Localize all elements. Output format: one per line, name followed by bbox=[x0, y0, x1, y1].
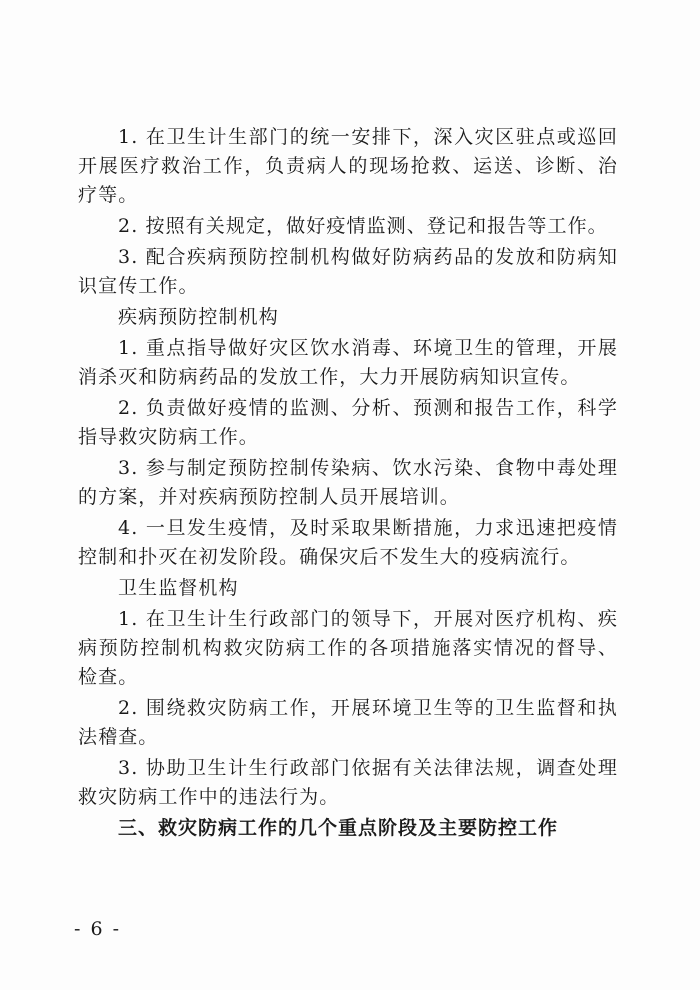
paragraph-supervision-2: 2. 围绕救灾防病工作，开展环境卫生等的卫生监督和执法稽查。 bbox=[78, 697, 618, 748]
paragraph-supervision-1: 1. 在卫生计生行政部门的领导下，开展对医疗机构、疾病预防控制机构救灾防病工作的各项措施落实情况的督导、检查。 bbox=[78, 608, 618, 688]
subheading-cdc: 疾病预防控制机构 bbox=[118, 306, 279, 328]
paragraph-medical-3: 3. 配合疾病预防控制机构做好防病药品的发放和防病知识宣传工作。 bbox=[78, 246, 618, 297]
paragraph-cdc-3: 3. 参与制定预防控制传染病、饮水污染、食物中毒处理的方案，并对疾病预防控制人员开展培训。 bbox=[78, 457, 618, 508]
paragraph-supervision-3: 3. 协助卫生计生行政部门依据有关法律法规，调查处理救灾防病工作中的违法行为。 bbox=[78, 757, 618, 808]
paragraph-cdc-2: 2. 负责做好疫情的监测、分析、预测和报告工作，科学指导救灾防病工作。 bbox=[78, 397, 618, 448]
subheading-health-supervision: 卫生监督机构 bbox=[118, 577, 239, 599]
section-heading: 三、救灾防病工作的几个重点阶段及主要防控工作 bbox=[118, 817, 559, 839]
paragraph-medical-2: 2. 按照有关规定，做好疫情监测、登记和报告等工作。 bbox=[118, 215, 608, 237]
paragraph-cdc-1: 1. 重点指导做好灾区饮水消毒、环境卫生的管理，开展消杀灭和防病药品的发放工作，大力开展防病知识宣传。 bbox=[78, 337, 618, 388]
page-number: - 6 - bbox=[74, 918, 122, 940]
paragraph-medical-1: 1. 在卫生计生部门的统一安排下，深入灾区驻点或巡回开展医疗救治工作，负责病人的现场抢救、运送、诊断、治疗等。 bbox=[78, 126, 618, 206]
document-body bbox=[78, 123, 618, 843]
paragraph-cdc-4: 4. 一旦发生疫情，及时采取果断措施，力求迅速把疫情控制和扑灭在初发阶段。确保灾后不发生大的疫病流行。 bbox=[78, 517, 618, 568]
